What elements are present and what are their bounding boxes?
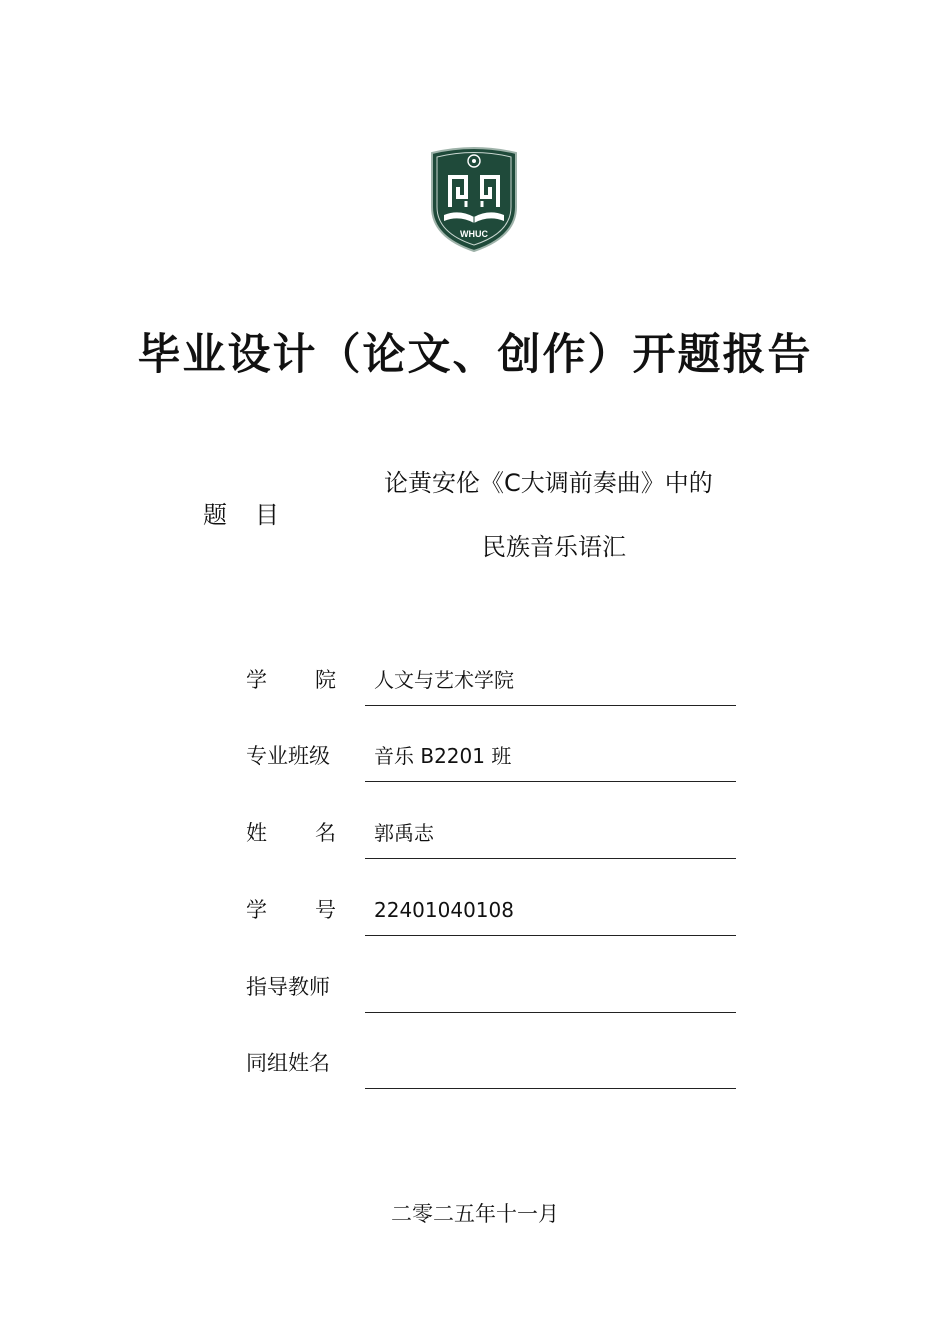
field-label-char: 姓 xyxy=(246,821,267,845)
field-student-id xyxy=(246,885,736,935)
field-label-char: 号 xyxy=(315,898,336,922)
topic-title-line-1: 论黄安伦《C大调前奏曲》中的 xyxy=(384,469,713,497)
field-label xyxy=(246,1048,336,1078)
topic-label xyxy=(203,498,279,532)
field-underline xyxy=(365,1012,736,1013)
field-label xyxy=(246,972,336,1002)
field-advisor xyxy=(246,962,736,1012)
field-underline xyxy=(365,858,736,859)
field-label xyxy=(246,818,336,848)
field-underline xyxy=(365,781,736,782)
field-value: 音乐 B2201 班 xyxy=(374,744,512,768)
field-label-char: 院 xyxy=(315,668,336,692)
field-college xyxy=(246,655,736,705)
topic-label-char: 目 xyxy=(255,501,279,529)
topic-label-char: 题 xyxy=(203,501,227,529)
field-underline xyxy=(365,935,736,936)
field-value: 郭禹志 xyxy=(374,821,434,845)
field-label xyxy=(246,665,336,695)
field-name xyxy=(246,808,736,858)
field-label-char: 同组姓名 xyxy=(246,1051,330,1075)
field-underline xyxy=(365,1088,736,1089)
field-value: 22401040108 xyxy=(374,898,514,922)
field-label-char: 学 xyxy=(246,898,267,922)
field-label xyxy=(246,741,336,771)
school-crest-icon xyxy=(428,145,520,253)
field-label-char: 学 xyxy=(246,668,267,692)
topic-title-line-2: 民族音乐语汇 xyxy=(482,533,626,561)
school-logo xyxy=(428,145,520,253)
document-date: 二零二五年十一月 xyxy=(391,1202,559,1226)
field-underline xyxy=(365,705,736,706)
field-value: 人文与艺术学院 xyxy=(374,668,514,692)
field-label-char: 名 xyxy=(315,821,336,845)
field-class xyxy=(246,731,736,781)
page-title: 毕业设计（论文、创作）开题报告 xyxy=(137,330,813,380)
field-group-members xyxy=(246,1038,736,1088)
field-label xyxy=(246,895,336,925)
logo-text: WHUC xyxy=(460,229,488,239)
field-label-char: 指导教师 xyxy=(246,975,330,999)
field-label-char: 专业班级 xyxy=(246,744,330,768)
